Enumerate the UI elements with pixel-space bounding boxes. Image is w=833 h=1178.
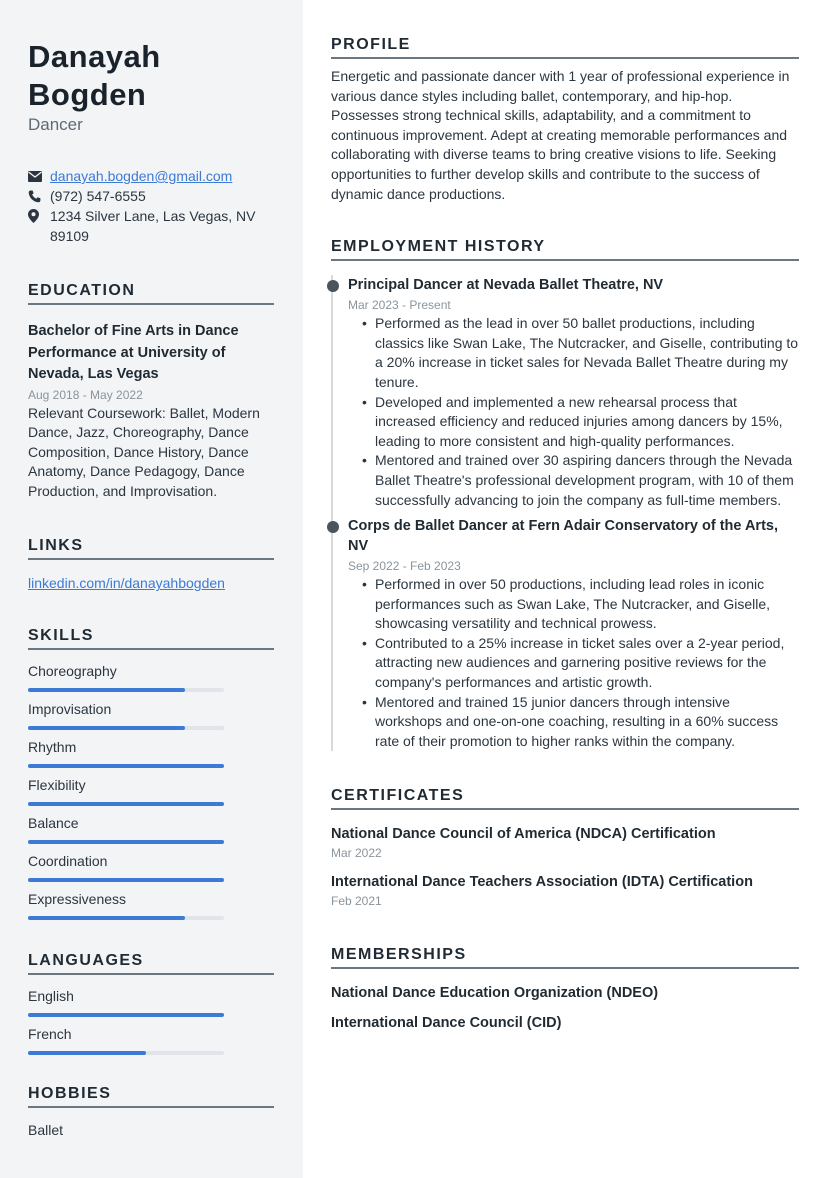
skills-level-bar [28, 840, 224, 844]
languages-level-bar [28, 1051, 224, 1055]
certificate-date: Mar 2022 [331, 846, 382, 861]
languages-item [28, 1021, 275, 1059]
skills-item [28, 810, 275, 848]
skills-list [28, 658, 275, 924]
skills-level-fill [28, 916, 185, 920]
job-title: Dancer [28, 115, 83, 134]
certificate-date: Feb 2021 [331, 894, 382, 909]
certificate-name: International Dance Teachers Association (IDTA) Certification [331, 874, 753, 891]
memberships-heading: MEMBERSHIPS [331, 946, 799, 969]
skills-label: Expressiveness [28, 891, 127, 908]
languages-label: French [28, 1026, 72, 1043]
phone-icon [28, 186, 50, 206]
job-bullets [348, 575, 799, 751]
job-bullets [348, 314, 799, 510]
phone-row [28, 186, 275, 206]
skills-label: Coordination [28, 853, 108, 870]
address-line-2: 89109 [50, 228, 89, 244]
languages-item [28, 983, 275, 1021]
certificate-item [331, 872, 799, 910]
sidebar [0, 0, 303, 1178]
links-heading: LINKS [28, 537, 274, 560]
hobby-item: Ballet [28, 1122, 64, 1139]
skills-level-bar [28, 878, 224, 882]
contact-info [28, 166, 275, 246]
membership-item: National Dance Education Organization (NDEO) [331, 985, 659, 1002]
memberships-list [331, 983, 799, 1033]
job-bullet: • Mentored and trained 15 junior dancers through intensive workshops and one-on-one coaching, resulting in a 60% success rate of their promotion to higher ranks within the company. [375, 693, 799, 752]
employment-list [331, 275, 799, 751]
name-first: Danayah [28, 39, 161, 74]
skills-level-fill [28, 802, 224, 806]
skills-level-fill [28, 688, 185, 692]
timeline-dot [327, 280, 339, 292]
education-heading: EDUCATION [28, 282, 274, 305]
skills-level-fill [28, 764, 224, 768]
envelope-icon [28, 166, 50, 186]
education-dates: Aug 2018 - May 2022 [28, 387, 143, 402]
certificates-list [331, 824, 799, 910]
skills-section [28, 627, 275, 924]
job-entry [333, 275, 799, 510]
skills-level-fill [28, 840, 224, 844]
skills-item [28, 696, 275, 734]
skills-item [28, 848, 275, 886]
job-bullet: • Mentored and trained over 30 aspiring dancers through the Nevada Ballet Theatre's professional development program, with 10 of them successfully advancing to join the company as full-time members. [375, 451, 799, 510]
skills-level-fill [28, 878, 224, 882]
membership-item: International Dance Council (CID) [331, 1015, 562, 1032]
skills-level-bar [28, 726, 224, 730]
hobbies-section [28, 1085, 275, 1141]
candidate-name [28, 38, 275, 114]
email-link[interactable]: danayah.bogden@gmail.com [50, 168, 233, 184]
job-title: Corps de Ballet Dancer at Fern Adair Conservatory of the Arts, NV [348, 518, 779, 555]
job-dates: Sep 2022 - Feb 2023 [348, 559, 461, 574]
education-details: Relevant Coursework: Ballet, Modern Dance, Jazz, Choreography, Dance Composition, Dance History, Dance Anatomy, Dance Pedagogy, Dance Production, and Improvisation. [28, 404, 260, 499]
skills-label: Flexibility [28, 777, 86, 794]
skills-item [28, 658, 275, 696]
skills-label: Rhythm [28, 739, 77, 756]
profile-heading: PROFILE [331, 36, 799, 59]
address-row [28, 206, 275, 246]
address [50, 206, 255, 246]
hobbies-heading: HOBBIES [28, 1085, 274, 1108]
skills-level-bar [28, 764, 224, 768]
languages-level-bar [28, 1013, 224, 1017]
map-pin-icon [28, 206, 50, 226]
skills-level-bar [28, 688, 224, 692]
job-bullet: • Developed and implemented a new rehearsal process that increased efficiency and reduced injuries among dancers by 15%, leading to more consistent and high-quality performances. [375, 393, 799, 452]
links-section [28, 537, 275, 593]
skills-item [28, 772, 275, 810]
main-content [303, 0, 833, 1178]
skills-level-bar [28, 916, 224, 920]
certificate-name: National Dance Council of America (NDCA) Certification [331, 826, 716, 843]
certificates-section [331, 787, 799, 910]
languages-heading: LANGUAGES [28, 952, 274, 975]
linkedin-link[interactable]: linkedin.com/in/danayahbogden [28, 575, 225, 592]
languages-label: English [28, 988, 74, 1005]
skills-label: Choreography [28, 663, 117, 680]
timeline-dot [327, 521, 339, 533]
languages-section [28, 952, 275, 1059]
languages-level-fill [28, 1051, 146, 1055]
name-last: Bogden [28, 77, 147, 112]
profile-text: Energetic and passionate dancer with 1 year of professional experience in various dance styles including ballet, contemporary, and hip-hop. Possesses strong technical skills, adaptability, and a commitment to continuous improvement. Adept at creating memorable performances and collaborating with diverse teams to bring creative visions to life. Seeking opportunities to further develop skills and contribute to the success of dynamic dance productions. [331, 68, 790, 202]
skills-heading: SKILLS [28, 627, 274, 650]
employment-section [331, 238, 799, 751]
job-bullet: • Performed in over 50 productions, including lead roles in iconic performances such as Swan Lake, The Nutcracker, and Giselle, showcasing versatility and technical prowess. [375, 575, 799, 634]
education-section [28, 282, 275, 501]
job-title: Principal Dancer at Nevada Ballet Theatre, NV [348, 277, 664, 294]
memberships-section [331, 946, 799, 1033]
address-line-1: 1234 Silver Lane, Las Vegas, NV [50, 208, 256, 224]
job-bullet: • Contributed to a 25% increase in ticket sales over a 2-year period, attracting new audiences and garnering positive reviews for the company's performances and artistic growth. [375, 634, 799, 693]
languages-level-fill [28, 1013, 224, 1017]
certificate-item [331, 824, 799, 862]
skills-label: Improvisation [28, 701, 112, 718]
employment-heading: EMPLOYMENT HISTORY [331, 238, 799, 261]
education-degree: Bachelor of Fine Arts in Dance Performance at University of Nevada, Las Vegas [28, 323, 239, 382]
skills-item [28, 886, 275, 924]
job-bullet: • Performed as the lead in over 50 ballet productions, including classics like Swan Lake, The Nutcracker, and Giselle, contributing to a 20% increase in ticket sales for Nevada Ballet Theatre during my tenure. [375, 314, 799, 392]
skills-level-fill [28, 726, 185, 730]
phone-number: (972) 547-6555 [50, 188, 146, 204]
job-entry [333, 516, 799, 751]
certificates-heading: CERTIFICATES [331, 787, 799, 810]
skills-level-bar [28, 802, 224, 806]
skills-label: Balance [28, 815, 79, 832]
job-dates: Mar 2023 - Present [348, 298, 451, 313]
skills-item [28, 734, 275, 772]
email-row [28, 166, 275, 186]
profile-section [331, 36, 799, 204]
languages-list [28, 983, 275, 1059]
